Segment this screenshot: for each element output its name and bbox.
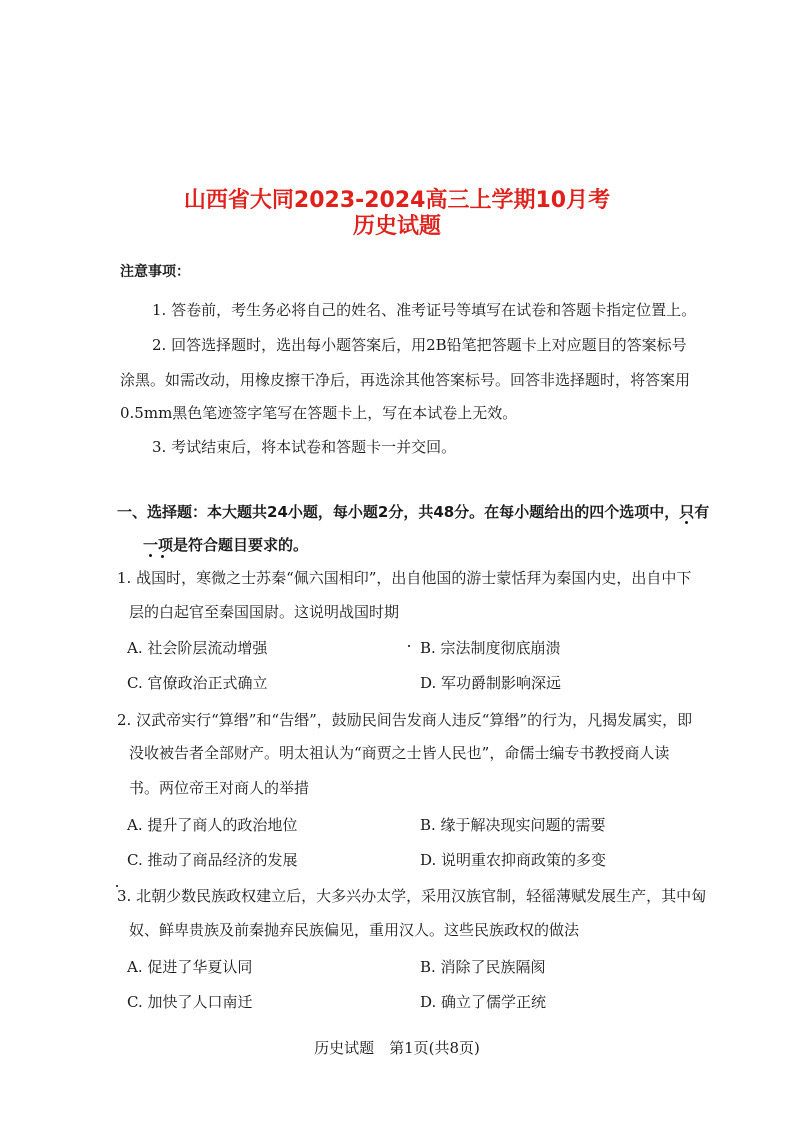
- exam-subject-title: 历史试题: [352, 214, 441, 239]
- page-footer: 历史试题 第1页(共8页): [314, 1039, 480, 1057]
- notice-item-3: 3. 考试结束后，将本试卷和答题卡一并交回。: [152, 438, 457, 456]
- question-1-option-b[interactable]: B. 宗法制度彻底崩溃: [420, 639, 561, 657]
- exam-title: 山西省大同2023-2024高三上学期10月考: [183, 188, 611, 213]
- question-2-stem-line-3: 书。两位帝王对商人的举措: [129, 779, 310, 797]
- question-1-option-c[interactable]: C. 官僚政治正式确立: [127, 674, 268, 692]
- notice-item-2-line-1: 2. 回答选择题时，选出每小题答案后，用2B铅笔把答题卡上对应题目的答案标号: [152, 336, 687, 354]
- question-3-option-a[interactable]: A. 促进了华夏认同: [127, 958, 253, 976]
- section-instruction-line-1: 一、选择题：本大题共24小题，每小题2分，共48分。在每小题给出的四个选项中，只有: [117, 503, 710, 521]
- notice-heading: 注意事项：: [120, 264, 190, 280]
- question-3-option-c[interactable]: C. 加快了人口南迁: [127, 993, 253, 1011]
- question-3-option-b[interactable]: B. 消除了民族隔阂: [420, 958, 546, 976]
- question-2-option-d[interactable]: D. 说明重农抑商政策的多变: [420, 851, 607, 869]
- question-3-stem-line-2: 奴、鲜卑贵族及前秦抛弃民族偏见，重用汉人。这些民族政权的做法: [129, 921, 580, 939]
- notice-item-2-line-3: 0.5mm黑色笔迹签字笔写在答题卡上，写在本试卷上无效。: [120, 404, 518, 422]
- question-3-stem-line-1: 3. 北朝少数民族政权建立后，大多兴办太学，采用汉族官制，轻徭薄赋发展生产，其中匈: [117, 887, 707, 905]
- scan-speck: [116, 885, 118, 887]
- notice-item-1: 1. 答卷前，考生务必将自己的姓名、准考证号等填写在试卷和答题卡指定位置上。: [152, 301, 697, 319]
- section-instruction-line-2: 一项是符合题目要求的。: [143, 536, 309, 554]
- question-3-option-d[interactable]: D. 确立了儒学正统: [420, 993, 547, 1011]
- question-1-option-d[interactable]: D. 军功爵制影响深远: [420, 674, 562, 692]
- scan-speck: [408, 645, 410, 647]
- question-2-option-a[interactable]: A. 提升了商人的政治地位: [127, 816, 298, 834]
- notice-item-2-line-2: 涂黑。如需改动，用橡皮擦干净后，再选涂其他答案标号。回答非选择题时，将答案用: [120, 371, 691, 389]
- question-2-stem-line-2: 没收被告者全部财产。明太祖认为“商贾之士皆人民也”，命儒士编专书教授商人读: [129, 744, 670, 762]
- question-1-stem-line-2: 层的白起官至秦国国尉。这说明战国时期: [129, 603, 400, 621]
- emphasis-dot: [161, 555, 164, 558]
- question-1-stem-line-1: 1. 战国时，寒微之士苏秦“佩六国相印”，出自他国的游士蒙恬拜为秦国内史，出自中下: [117, 569, 692, 587]
- question-2-option-c[interactable]: C. 推动了商品经济的发展: [127, 851, 298, 869]
- emphasis-dot: [685, 521, 688, 524]
- question-2-stem-line-1: 2. 汉武帝实行“算缗”和“告缗”，鼓励民间告发商人违反“算缗”的行为，凡揭发属实，即: [117, 711, 693, 729]
- question-1-option-a[interactable]: A. 社会阶层流动增强: [127, 639, 268, 657]
- question-2-option-b[interactable]: B. 缘于解决现实问题的需要: [420, 816, 606, 834]
- emphasis-dot: [149, 554, 152, 557]
